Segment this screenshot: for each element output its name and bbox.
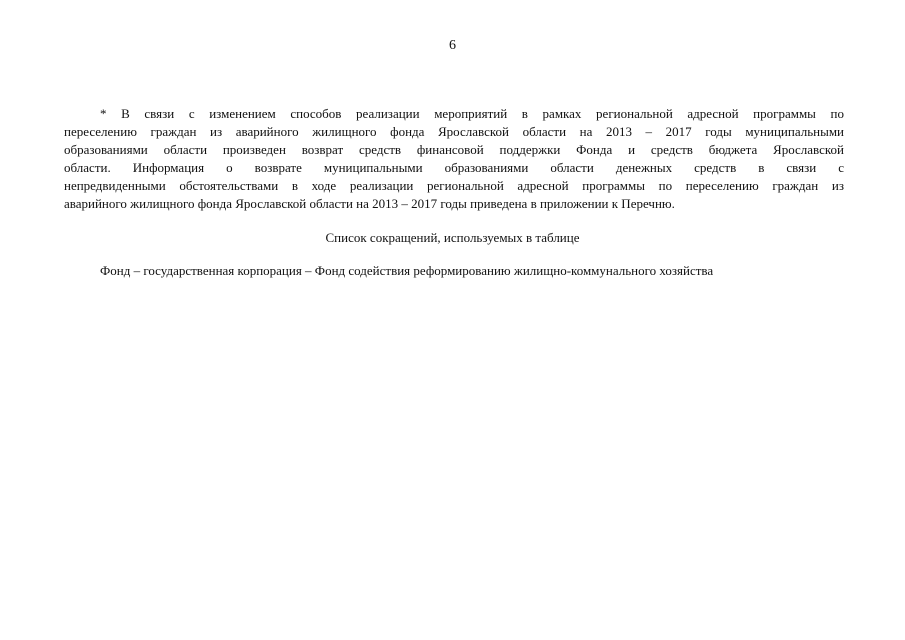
footnote-line: * В связи с изменением способов реализации мероприятий в рамках региональной адресной программы по: [100, 106, 844, 121]
abbreviation-entry: Фонд – государственная корпорация – Фонд содействия реформированию жилищно-коммунального хозяйства: [100, 263, 714, 278]
footnote-line: аварийного жилищного фонда Ярославской области на 2013 – 2017 годы приведена в приложении к Перечню.: [64, 196, 675, 211]
footnote-line: непредвиденными обстоятельствами в ходе реализации региональной адресной программы по переселению граждан из: [64, 178, 844, 193]
abbreviations-heading: Список сокращений, используемых в таблице: [325, 230, 580, 245]
footnote-line: переселению граждан из аварийного жилищного фонда Ярославской области на 2013 – 2017 годы муниципальными: [64, 124, 844, 139]
footnote-paragraph: [64, 105, 844, 213]
page-number: 6: [449, 38, 456, 53]
footnote-line: области. Информация о возврате муниципальными образованиями области денежных средств в связи с: [64, 160, 844, 175]
footnote-line: образованиями области произведен возврат средств финансовой поддержки Фонда и средств бюджета Ярославской: [64, 142, 844, 157]
